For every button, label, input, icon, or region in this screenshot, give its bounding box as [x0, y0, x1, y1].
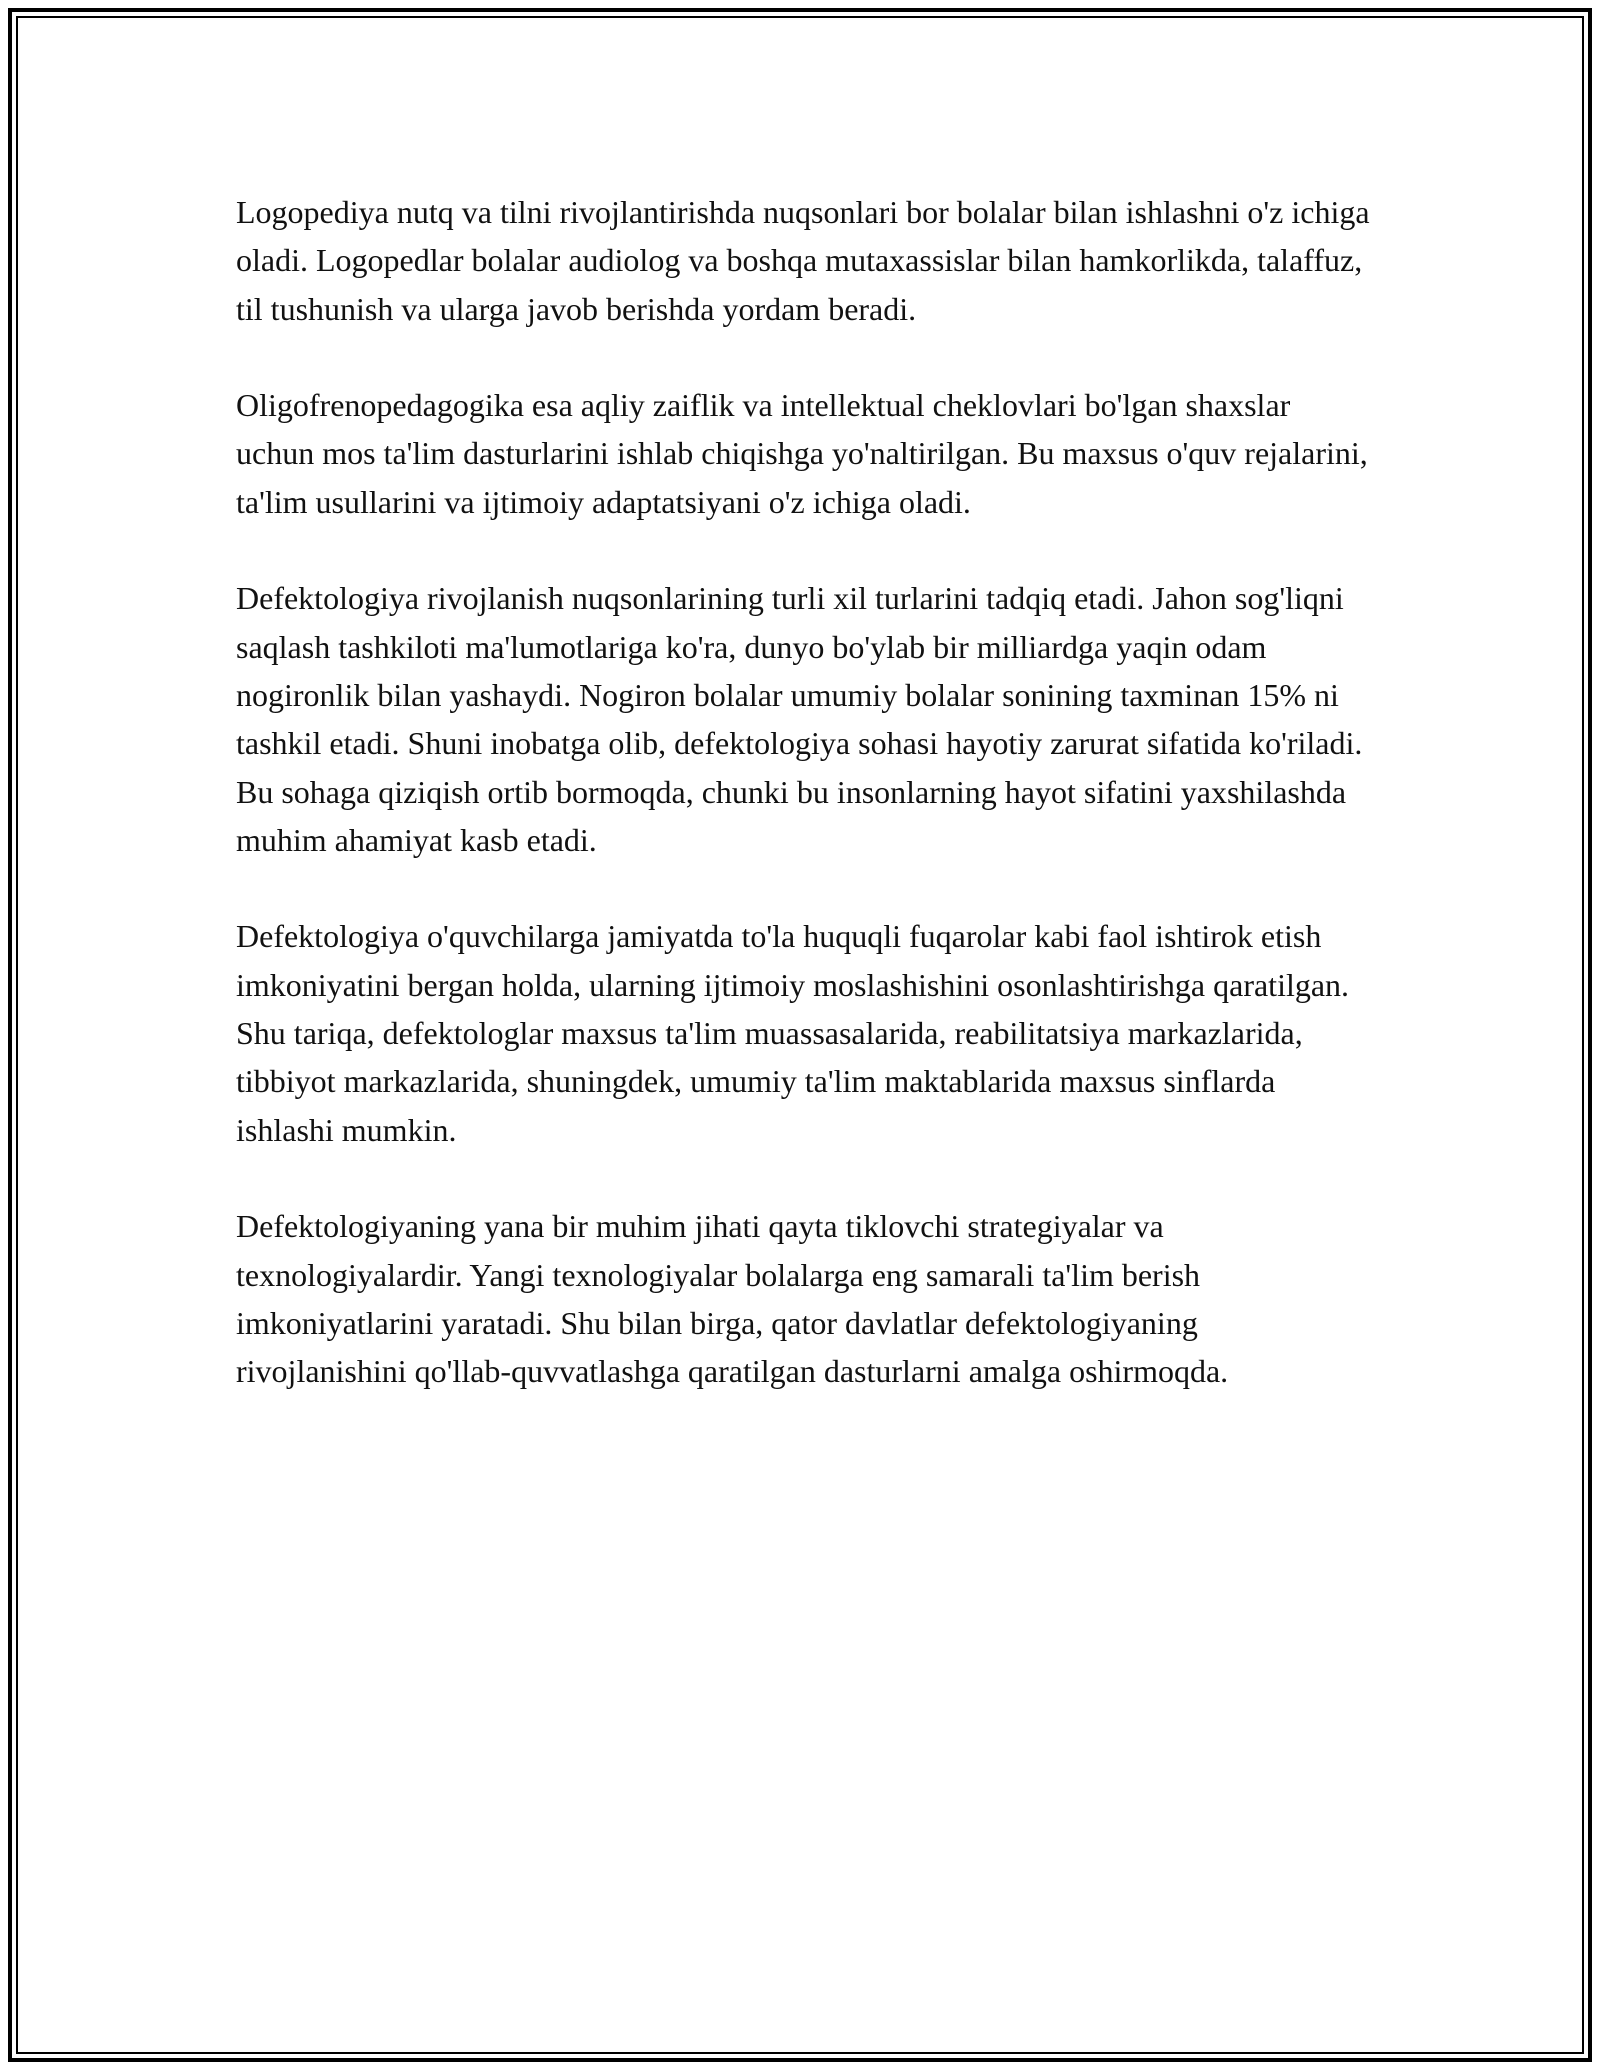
paragraph-oligofrenopedagogika: Oligofrenopedagogika esa aqliy zaiflik va intellektual cheklovlari bo'lgan shaxslar uchun mos ta'lim dasturlarini ishlab chiqishga yo'naltirilgan. Bu maxsus o'quv rejalarini, ta'lim usullarini va ijtimoiy adaptatsiyani o'z ichiga oladi. — [236, 387, 1368, 520]
document-body — [236, 188, 1376, 1444]
paragraph-defektologiya-technology: Defektologiyaning yana bir muhim jihati qayta tiklovchi strategiyalar va texnologiyalardir. Yangi texnologiyalar bolalarga eng samarali ta'lim berish imkoniyatlarini yaratadi. Shu bilan birga, qator davlatlar defektologiyaning rivojlanishini qo'llab-quvvatlashga qaratilgan dasturlarni amalga oshirmoqda. — [236, 1208, 1229, 1390]
paragraph-defektologiya-research: Defektologiya rivojlanish nuqsonlarining turli xil turlarini tadqiq etadi. Jahon sog'liqni saqlash tashkiloti ma'lumotlariga ko'ra, dunyo bo'ylab bir milliardga yaqin odam nogironlik bilan yashaydi. Nogiron bolalar umumiy bolalar sonining taxminan 15% ni tashkil etadi. Shuni inobatga olib, defektologiya sohasi hayotiy zarurat sifatida ko'riladi. Bu sohaga qiziqish ortib bormoqda, chunki bu insonlarning hayot sifatini yaxshilashda muhim ahamiyat kasb etadi. — [236, 580, 1363, 858]
paragraph-logopediya: Logopediya nutq va tilni rivojlantirishda nuqsonlari bor bolalar bilan ishlashni o'z ichiga oladi. Logopedlar bolalar audiolog va boshqa mutaxassislar bilan hamkorlikda, talaffuz, til tushunish va ularga javob berishda yordam beradi. — [236, 194, 1370, 327]
paragraph-defektologiya-social: Defektologiya o'quvchilarga jamiyatda to'la huquqli fuqarolar kabi faol ishtirok etish imkoniyatini bergan holda, ularning ijtimoiy moslashishini osonlashtirishga qaratilgan. Shu tariqa, defektologlar maxsus ta'lim muassasalarida, reabilitatsiya markazlarida, tibbiyot markazlarida, shuningdek, umumiy ta'lim maktablarida maxsus sinflarda ishlashi mumkin. — [236, 918, 1350, 1148]
